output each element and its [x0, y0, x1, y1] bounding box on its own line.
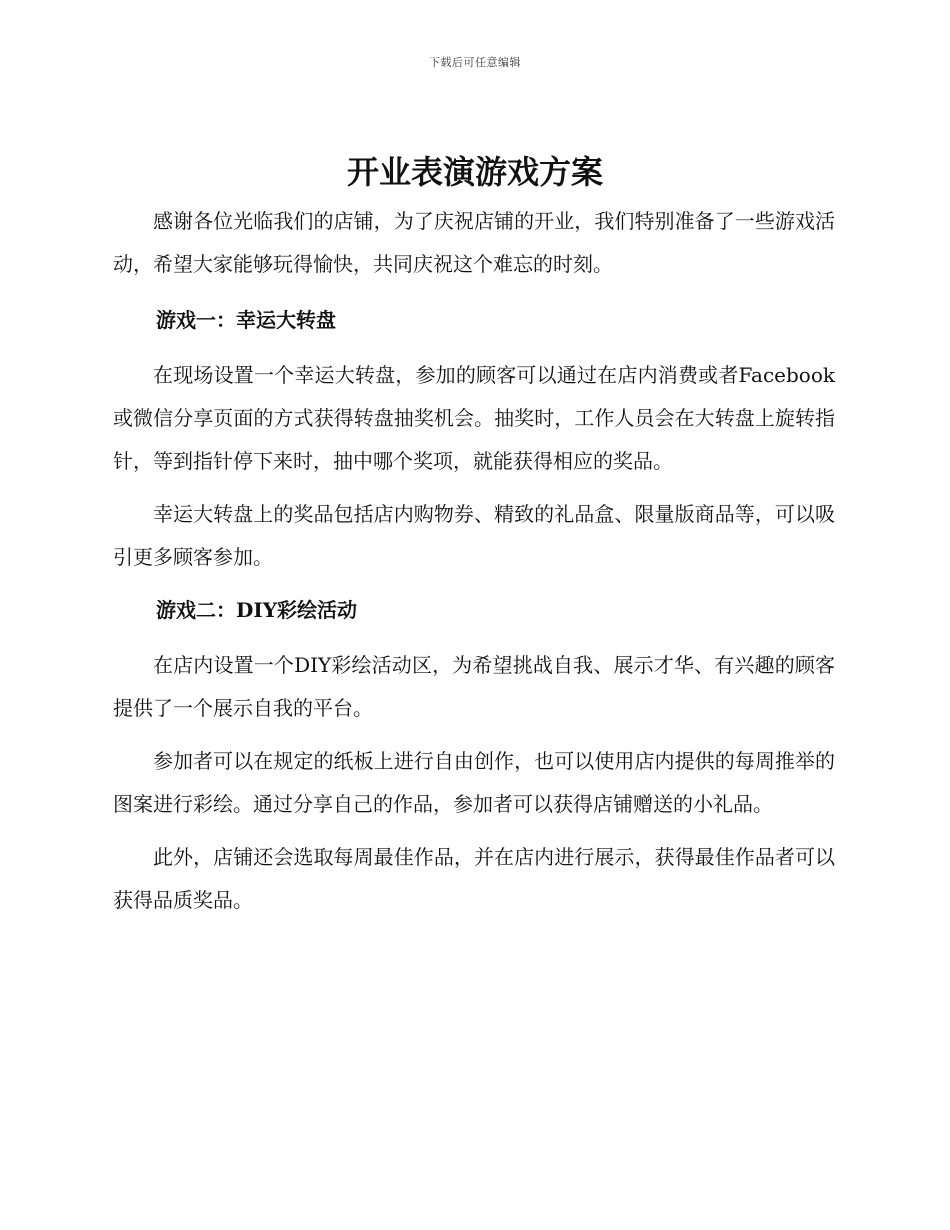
game-one-paragraph-2: 幸运大转盘上的奖品包括店内购物券、精致的礼品盒、限量版商品等，可以吸引更多顾客参加。	[113, 502, 835, 569]
game-two-paragraph-2: 参加者可以在规定的纸板上进行自由创作，也可以使用店内提供的每周推举的图案进行彩绘。通过分享自己的作品，参加者可以获得店铺赠送的小礼品。	[113, 749, 835, 816]
document-body	[113, 200, 835, 932]
section-heading-game-one: 游戏一：幸运大转盘	[156, 308, 336, 332]
game-two-paragraph-3: 此外，店铺还会选取每周最佳作品，并在店内进行展示，获得最佳作品者可以获得品质奖品。	[113, 845, 835, 912]
section-heading-game-two: 游戏二：DIY彩绘活动	[156, 598, 357, 622]
document-title: 开业表演游戏方案	[346, 153, 603, 191]
game-two-paragraph-1: 在店内设置一个DIY彩绘活动区，为希望挑战自我、展示才华、有兴趣的顾客提供了一个展示自我的平台。	[113, 653, 835, 720]
game-one-paragraph-1: 在现场设置一个幸运大转盘，参加的顾客可以通过在店内消费或者Facebook或微信分享页面的方式获得转盘抽奖机会。抽奖时，工作人员会在大转盘上旋转指针，等到指针停下来时，抽中哪个奖项，就能获得相应的奖品。	[113, 363, 835, 473]
page-header-note: 下载后可任意编辑	[429, 56, 521, 69]
intro-paragraph: 感谢各位光临我们的店铺，为了庆祝店铺的开业，我们特别准备了一些游戏活动，希望大家能够玩得愉快，共同庆祝这个难忘的时刻。	[113, 209, 835, 276]
